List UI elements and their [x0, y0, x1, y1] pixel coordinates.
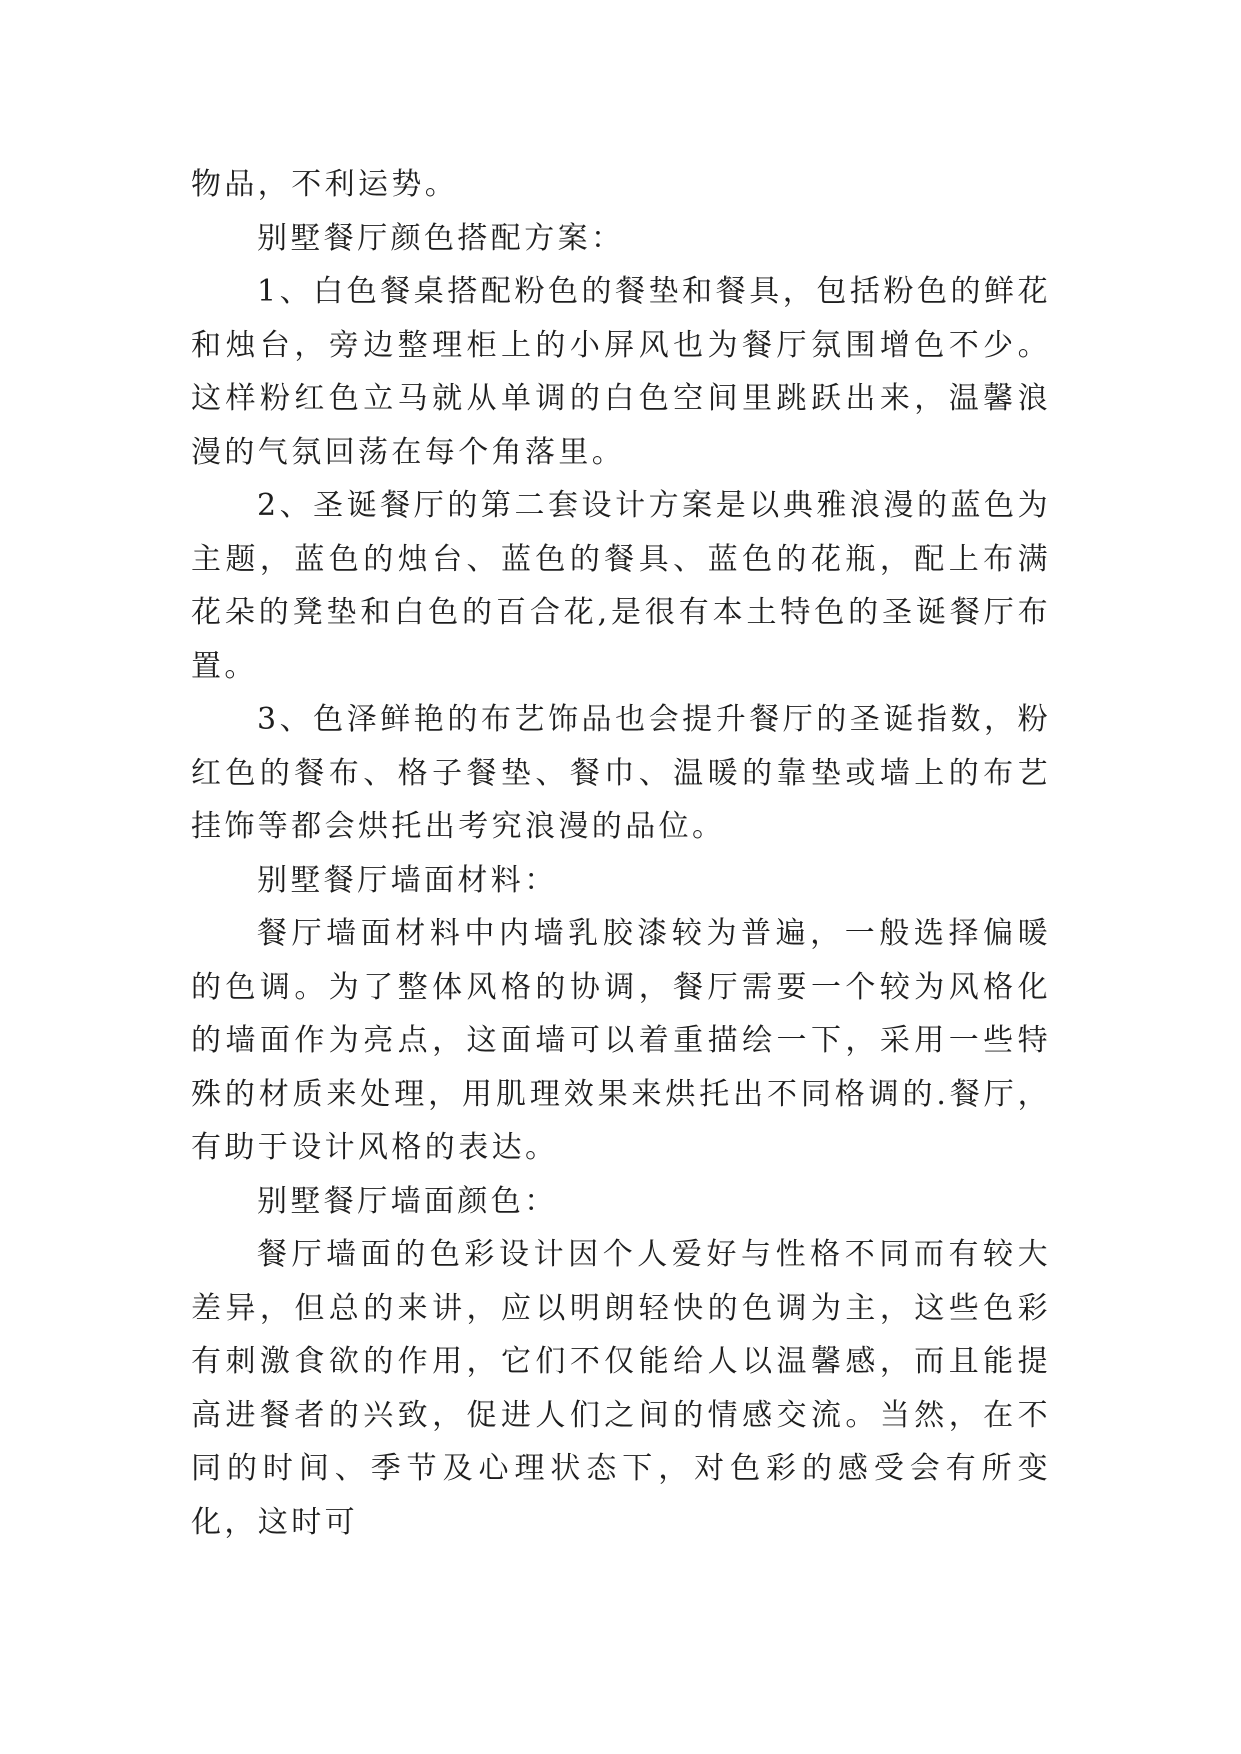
paragraph-item-3: 3、色泽鲜艳的布艺饰品也会提升餐厅的圣诞指数，粉红色的餐布、格子餐垫、餐巾、温暖的靠垫或墙上的布艺挂饰等都会烘托出考究浪漫的品位。	[191, 702, 1051, 844]
paragraph-wall-material: 餐厅墙面材料中内墙乳胶漆较为普遍，一般选择偏暖的色调。为了整体风格的协调，餐厅需要一个较为风格化的墙面作为亮点，这面墙可以着重描绘一下，采用一些特殊的材质来处理，用肌理效果来烘托出不同格调的.餐厅，有助于设计风格的表达。	[191, 916, 1051, 1165]
document-body	[191, 158, 1051, 1549]
paragraph-continuation: 物品，不利运势。	[191, 167, 459, 202]
paragraph-item-1: 1、白色餐桌搭配粉色的餐垫和餐具，包括粉色的鲜花和烛台，旁边整理柜上的小屏风也为餐厅氛围增色不少。这样粉红色立马就从单调的白色空间里跳跃出来，温馨浪漫的气氛回荡在每个角落里。	[191, 274, 1051, 470]
heading-wall-material: 别墅餐厅墙面材料：	[257, 862, 558, 898]
paragraph-wall-color: 餐厅墙面的色彩设计因个人爱好与性格不同而有较大差异，但总的来讲，应以明朗轻快的色调为主，这些色彩有刺激食欲的作用，它们不仅能给人以温馨感，而且能提高进餐者的兴致，促进人们之间的情感交流。当然，在不同的时间、季节及心理状态下，对色彩的感受会有所变化，这时可	[191, 1237, 1051, 1540]
heading-color-scheme: 别墅餐厅颜色搭配方案：	[257, 220, 625, 256]
paragraph-item-2: 2、圣诞餐厅的第二套设计方案是以典雅浪漫的蓝色为主题，蓝色的烛台、蓝色的餐具、蓝色的花瓶，配上布满花朵的凳垫和白色的百合花,是很有本土特色的圣诞餐厅布置。	[191, 488, 1051, 684]
heading-wall-color: 别墅餐厅墙面颜色：	[257, 1183, 558, 1219]
